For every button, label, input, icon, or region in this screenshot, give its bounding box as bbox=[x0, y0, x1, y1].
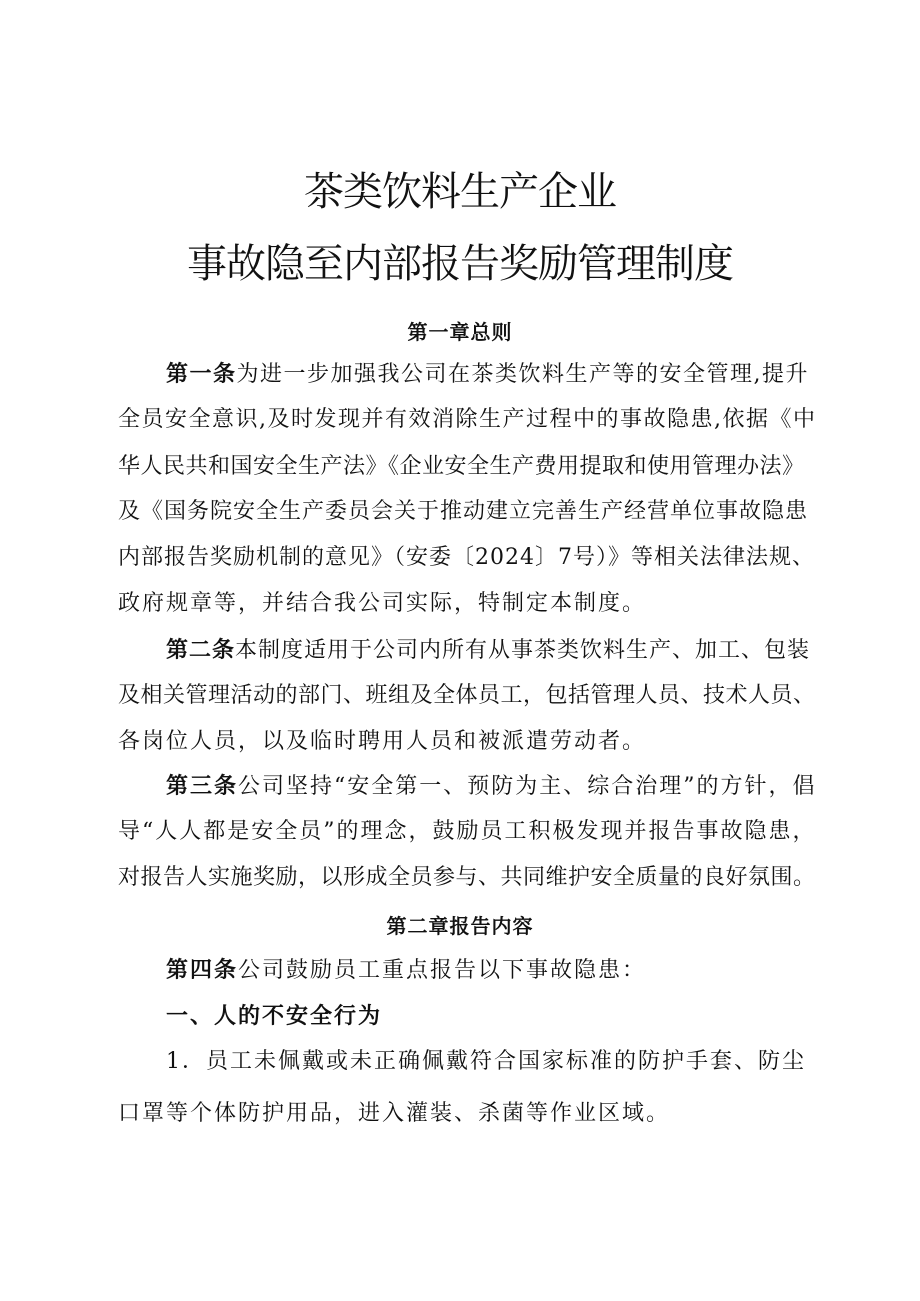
article-3-line-3: 对报告人实施奖励，以形成全员参与、共同维护安全质量的良好氛围。 bbox=[118, 865, 816, 890]
article-3-line-2: 导“人人都是安全员”的理念，鼓励员工积极发现并报告事故隐患， bbox=[118, 819, 817, 844]
article-1-label: 第一条 bbox=[166, 361, 237, 387]
article-1-line-1: 第一条为进一步加强我公司在茶类饮料生产等的安全管理,提升 bbox=[166, 361, 810, 387]
article-2-line-3: 各岗位人员，以及临时聘用人员和被派遣劳动者。 bbox=[118, 729, 647, 754]
item-1-line-2: 口罩等个体防护用品，进入灌装、杀菌等作业区域。 bbox=[118, 1101, 671, 1126]
article-1-line-4: 及《国务院安全生产委员会关于推动建立完善生产经营单位事故隐患 bbox=[118, 499, 809, 524]
article-2-line-1: 第二条本制度适用于公司内所有从事茶类饮料生产、加工、包装 bbox=[166, 637, 811, 663]
article-1-line-6: 政府规章等，并结合我公司实际，特制定本制度。 bbox=[118, 591, 647, 616]
chapter-1-heading: 第一章总则 bbox=[407, 320, 513, 344]
document-title-line-2: 事故隐至内部报告奖励管理制度 bbox=[187, 241, 733, 287]
section-1-heading: 一、人的不安全行为 bbox=[166, 1003, 383, 1029]
item-1-line-1: 1．员工未佩戴或未正确佩戴符合国家标准的防护手套、防尘 bbox=[166, 1049, 806, 1074]
article-4-line: 第四条公司鼓励员工重点报告以下事故隐患： bbox=[166, 957, 647, 983]
article-4-label: 第四条 bbox=[166, 957, 239, 983]
chapter-2-heading: 第二章报告内容 bbox=[386, 914, 534, 938]
article-3-line-1: 第三条公司坚持“安全第一、预防为主、综合治理”的方针，倡 bbox=[166, 773, 817, 799]
article-3-label: 第三条 bbox=[166, 773, 239, 799]
article-1-line-3: 华人民共和国安全生产法》《企业安全生产费用提取和使用管理办法》 bbox=[118, 454, 805, 479]
article-2-label: 第二条 bbox=[166, 637, 236, 663]
document-title-line-1: 茶类饮料生产企业 bbox=[304, 169, 616, 215]
article-2-line-2: 及相关管理活动的部门、班组及全体员工，包括管理人员、技术人员、 bbox=[118, 683, 816, 708]
article-1-line-5: 内部报告奖励机制的意见》（安委〔2024〕7号）》等相关法律法规、 bbox=[118, 545, 815, 570]
article-1-line-2: 全员安全意识,及时发现并有效消除生产过程中的事故隐患,依据《中 bbox=[118, 407, 817, 432]
